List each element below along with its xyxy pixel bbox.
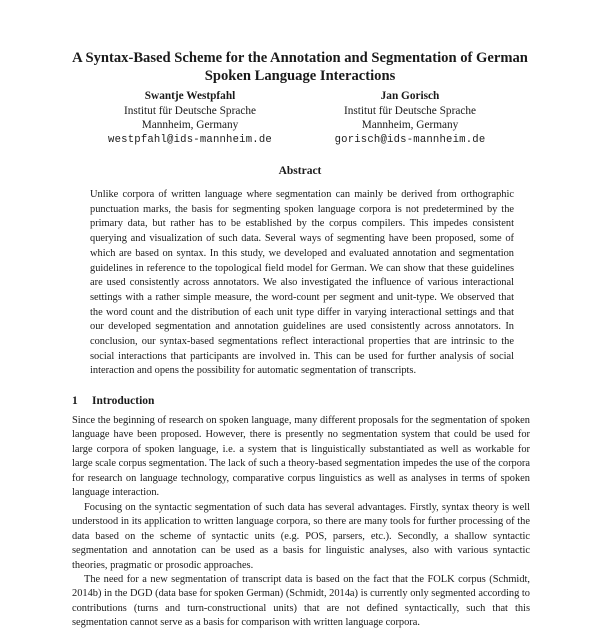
section-body bbox=[72, 414, 530, 631]
author-block-2 bbox=[290, 89, 530, 147]
abstract-text: Unlike corpora of written language where segmentation can mainly be derived from orthographic punctuation marks, the basis for segmenting spoken language corpora is not predetermined by the primary data, but rather has to be established by the corpus compilers. This impedes consistent querying and visualization of such data. Several ways of segmenting have been proposed, some of which are based on syntax. In this study, we developed and evaluated annotation and segmentation guidelines in reference to the topological field model for German. We can show that these guidelines are used consistently across annotators. We also investigated the influence of various interactional settings with a rather simple measure, the word-count per segment and unit-type. We observed that the word count and the distribution of each unit type differ in varying interactional settings and that our developed segmentation and annotation guidelines are used consistently across annotators. In conclusion, our syntax-based segmentations reflect interactional properties that are intrinsic to the social interactions that participants are involved in. This can be used for further analysis of social interaction and opens the possibility for automatic segmentation of transcripts. bbox=[90, 189, 514, 377]
section-number: 1 bbox=[72, 395, 78, 407]
author-institute: Institut für Deutsche Sprache bbox=[123, 104, 257, 117]
author-location: Mannheim, Germany bbox=[141, 119, 239, 131]
title-line-2: Spoken Language Interactions bbox=[204, 68, 396, 84]
author-email[interactable]: gorisch@ids-mannheim.de bbox=[334, 133, 486, 146]
author-name: Jan Gorisch bbox=[380, 90, 440, 102]
author-location: Mannheim, Germany bbox=[361, 119, 459, 131]
author-email[interactable]: westpfahl@ids-mannheim.de bbox=[108, 133, 272, 146]
body-paragraph: The need for a new segmentation of transcript data is based on the fact that the FOLK corpus (Schmidt, 2014b) in the DGD (data base for spoken German) (Schmidt, 2014a) is currently only segmented according to contributions (turns and turn-constructional units) that are not defined syntactically, such that this segmentation cannot serve as a basis for comparison with written language corpora. bbox=[72, 573, 530, 629]
section-heading bbox=[72, 395, 154, 407]
abstract-heading: Abstract bbox=[278, 165, 322, 177]
author-institute: Institut für Deutsche Sprache bbox=[343, 104, 477, 117]
author-block-1 bbox=[70, 89, 310, 147]
paper-title bbox=[40, 49, 560, 85]
body-paragraph: Focusing on the syntactic segmentation of such data has several advantages. Firstly, syntax theory is well understood in its application to written language corpora, so there are many tools for further processing of the data based on the scheme of syntactic units (e.g. POS, parsers, etc.). Secondly, a shallow syntactic segmentation and annotation can be used as a basis for linguistic analyses, also with various syntactic theories, pragmatic or prosodic approaches. bbox=[72, 501, 530, 571]
body-paragraph: Since the beginning of research on spoken language, many different proposals for the segmentation of spoken language have been proposed. However, there is presently no segmentation system that could be used for large corpora of spoken language, i.e. a system that is linguistically substantiated as well as workable for large scale corpus segmentation. The lack of such a theory-based segmentation impedes the use of the corpora for research on language technology, comparative corpus linguistics as well as analyses in terms of spoken language interaction. bbox=[72, 415, 530, 499]
author-name: Swantje Westpfahl bbox=[144, 90, 236, 102]
title-line-1: A Syntax-Based Scheme for the Annotation and Segmentation of German bbox=[72, 50, 528, 66]
section-title: Introduction bbox=[92, 395, 155, 407]
